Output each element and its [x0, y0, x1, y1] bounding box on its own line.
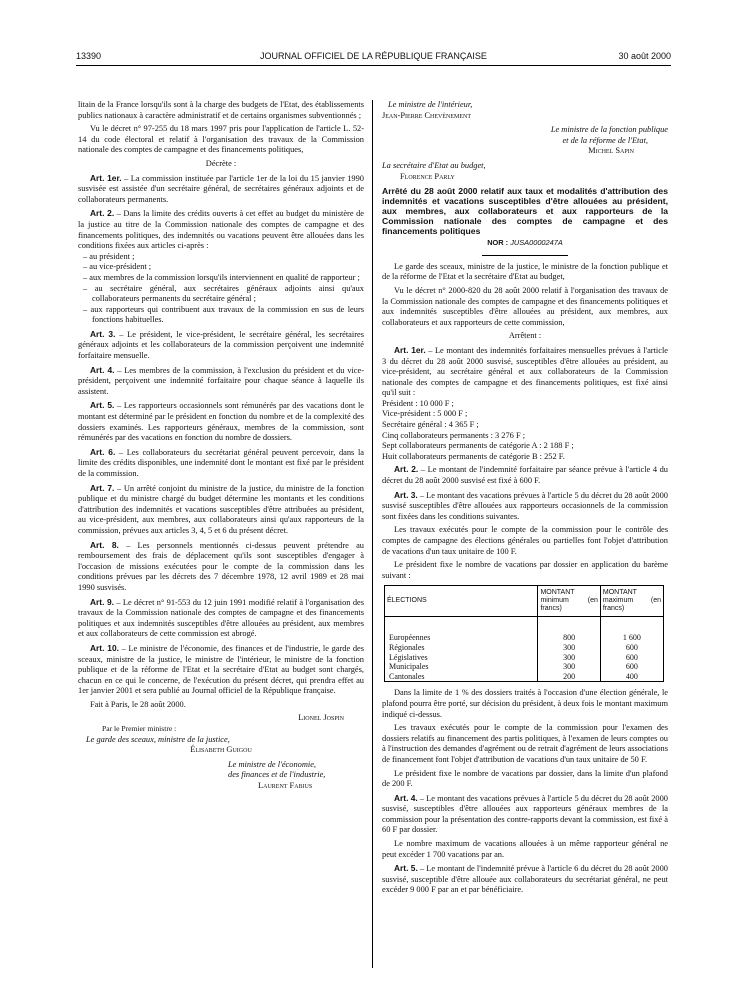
article-label: Art. 8.: [90, 539, 119, 550]
article-label: Art. 4.: [90, 364, 115, 375]
right-column: [382, 100, 668, 899]
vacations-table: [384, 585, 664, 682]
paragraph: Dans la limite de 1 % des dossiers traités à l'occasion d'une élection générale, le plafond pourra être porté, sur décision du président, à deux fois le montant maximum indiqué ci-dessus.: [382, 688, 668, 719]
article-10: [78, 643, 364, 697]
article-label: Art. 6.: [90, 446, 116, 457]
list-item: – aux rapporteurs qui contribuent aux travaux de la commission en sus de leurs fonctions habituelles.: [83, 304, 364, 325]
list-item: – au vice-président ;: [83, 262, 152, 272]
article-label: Art. 5.: [90, 400, 115, 411]
table-cell: 300: [538, 653, 600, 663]
paragraph: Les travaux exécutés pour le compte de la commission pour l'examen des dossiers relatifs au financement des partis politiques, à l'examen de leurs comptes ou à l'instruction des demandes d'agrément ou de retrait d'agrément de leurs associations de financement font l'objet d'attribution de vacations d'un taux unitaire de 50 F.: [382, 723, 668, 764]
article-text: – Les collaborateurs du secrétariat général peuvent percevoir, dans la limite des crédits disponibles, une indemnité dont le montant est fixé par le président de la commission.: [78, 447, 364, 478]
article-text: – Le décret n° 91-553 du 12 juin 1991 modifié relatif à l'organisation des travaux de la Commission nationale des comptes de campagne et des financements politiques et aux indemnités susceptibles d'être allouées au président, aux membres et aux collaborateurs de cette commission est abrogé.: [78, 597, 364, 639]
arrete-article-1: [382, 345, 668, 399]
list-item: Cinq collaborateurs permanents : 3 276 F ;: [382, 430, 526, 440]
table-cell: 300: [538, 662, 600, 672]
page-header: [76, 51, 671, 65]
eco-name: Laurent Fabius: [258, 781, 313, 791]
article-9: [78, 597, 364, 640]
article-text: – Le montant de l'indemnité prévue à l'article 6 du décret du 28 août 2000 susvisé, susceptible d'être allouée aux collaborateurs du secrétariat général, ne peut excéder 9 000 F par an et par bénéficiaire.: [382, 864, 668, 895]
article-1: [78, 173, 364, 206]
article-3: [78, 329, 364, 362]
table-cell: 1 600: [600, 633, 663, 643]
paragraph: Le président fixe le nombre de vacations par dossier en application du barème suivant :: [382, 560, 668, 580]
eco-title-2: des finances et de l'industrie,: [228, 770, 326, 780]
arrete-title: Arrêté du 28 août 2000 relatif aux taux et modalités d'attribution des indemnités et vacations susceptibles d'être allouées au président, aux membres, aux collaborateurs et aux rapporteurs de la Commission nationale des comptes de campagne et des financements politiques: [382, 186, 668, 237]
table-cell: Municipales: [385, 662, 538, 672]
article-5: [78, 400, 364, 443]
fp-name: Michel Sapin: [588, 146, 634, 156]
article-text: – Le montant des indemnités forfaitaires mensuelles prévues à l'article 3 du décret du 28 août 2000 susvisé, susceptibles d'être allouées au président, au vice-président, au secrétaire général et aux collaborateurs de la Commission nationale des comptes de campagne et des financements politiques, est fixé ainsi qu'il suit :: [382, 345, 668, 398]
article-text: – Dans la limite des crédits ouverts à cet effet au budget du ministère de la justice au titre de la Commission nationale des comptes de campagne et des financements politiques, des indemnités ou vacations peuvent être allouées dans les conditions fixées aux articles ci-après :: [78, 209, 364, 251]
article-text: – Un arrêté conjoint du ministre de la justice, du ministre de la fonction publique et du ministre chargé du budget détermine les montants et les conditions d'attribution des indemnités et vacations susceptibles d'être attribuées au président, au vice-président, aux membres, aux collaborateurs ainsi qu'aux rapporteurs de la commission, prévues aux articles 3, 4, 5 et 6 du présent décret.: [78, 483, 364, 535]
decrete-heading: Décrète :: [205, 158, 237, 168]
paragraph: Les travaux exécutés pour le compte de la commission pour le contrôle des comptes de campagne des élections générales ou partielles font l'objet d'attribution de vacations d'un taux unitaire de 100 F.: [382, 525, 668, 556]
paragraph: Le président fixe le nombre de vacations par dossier, dans la limite d'un plafond de 200 F.: [382, 768, 668, 789]
arretent-heading: Arrêtent :: [508, 331, 542, 341]
article-text: – Le président, le vice-président, le secrétaire général, les secrétaires généraux adjoints et les collaborateurs de la commission perçoivent une indemnité forfaitaire mensuelle.: [78, 329, 364, 361]
table-cell: 600: [600, 643, 663, 653]
fp-title-2: et de la réforme de l'Etat,: [562, 135, 648, 145]
table-header: MONTANT minimum (en francs): [538, 586, 600, 617]
left-column: [78, 100, 364, 792]
list-item: Sept collaborateurs permanents de catégorie A : 2 188 F ;: [382, 441, 574, 451]
garde-name: Élisabeth Guigou: [190, 745, 252, 755]
article-text: – Les rapporteurs occasionnels sont rémunérés par des vacations dont le montant est déterminé par le président en fonction du nombre et de la complexité des dossiers examinés. Les rapporteurs généraux, membres de la commission, sont rémunérés par des vacations en fonction du nombre de dossiers.: [78, 401, 364, 443]
title-rule: [482, 255, 568, 256]
list-item: – au président ;: [83, 251, 135, 261]
list-item: – au secrétaire général, aux secrétaires généraux adjoints ainsi qu'aux collaborateurs permanents du secrétaire général ;: [83, 283, 364, 304]
nor-value: JUSA0000247A: [510, 238, 563, 248]
article-label: Art. 2.: [90, 208, 115, 219]
article-text: – Les membres de la commission, à l'exclusion du président et du vice-président, perçoivent une indemnité forfaitaire pour chaque séance à laquelle ils assistent.: [78, 365, 364, 396]
table-cell: Législatives: [385, 653, 538, 663]
article-text: – Le ministre de l'économie, des finances et de l'industrie, le garde des sceaux, ministre de la justice, le ministre de l'intérieur, le ministre de la fonction publique et de la réforme de l'Etat et la secrétaire d'Etat au budget sont chargés, chacun en ce qui le concerne, de l'exécution du présent décret, qui prendra effet au 1er janvier 2001 et sera publié au Journal officiel de la République française.: [78, 643, 364, 696]
table-row: [385, 653, 664, 663]
paragraph: Vu le décret n° 2000-820 du 28 août 2000 relatif à l'organisation des travaux de la Commission nationale des comptes de campagne et des financements politiques et aux indemnités susceptibles d'être allouées au président, aux membres, aux collaborateurs et aux rapporteurs de cette commission,: [382, 285, 668, 327]
article-4: [78, 365, 364, 398]
budget-name: Florence Parly: [400, 171, 455, 181]
garde-title: Le garde des sceaux, ministre de la justice,: [86, 734, 230, 744]
header-rule: [76, 65, 671, 66]
par-le-premier-ministre: Par le Premier ministre :: [102, 724, 177, 734]
signature-jospin: Lionel Jospin: [298, 713, 344, 723]
table-row: [385, 633, 664, 643]
article-label: Art. 3.: [394, 489, 418, 500]
article-label: Art. 9.: [90, 596, 114, 607]
issue-date: 30 août 2000: [618, 51, 671, 61]
article-label: Art. 2.: [394, 464, 419, 475]
nor-label: NOR :: [487, 238, 509, 248]
list-item: Huit collaborateurs permanents de catégorie B : 252 F.: [382, 451, 565, 461]
article-label: Art. 1er.: [394, 344, 426, 355]
article-text: – Le montant des vacations prévues à l'article 5 du décret du 28 août 2000 susvisé, susceptibles d'être allouées aux rapporteurs généraux membres de la commission pour la présentation des contre-rapports devant la commission, est fixé à 60 F par dossier.: [382, 793, 668, 835]
article-8: [78, 540, 364, 594]
table-row: [385, 662, 664, 672]
table-cell: Cantonales: [385, 672, 538, 682]
interieur-name: Jean-Pierre Chevènement: [382, 110, 472, 120]
interieur-title: Le ministre de l'intérieur,: [388, 100, 473, 109]
article-text: – La commission instituée par l'article 1er de la loi du 15 janvier 1990 susvisée est assistée d'un secrétaire général, de secrétaires généraux adjoints et de collaborateurs permanents.: [78, 173, 364, 204]
article-text: – Le montant des vacations prévues à l'article 5 du décret du 28 août 2000 susvisé susceptibles d'être allouées aux rapporteurs occasionnels de la commission sont fixées dans les conditions suivantes.: [382, 490, 668, 521]
table-cell: 300: [538, 643, 600, 653]
journal-title: JOURNAL OFFICIEL DE LA RÉPUBLIQUE FRANÇAISE: [260, 51, 487, 61]
list-item: Président : 10 000 F ;: [382, 398, 454, 408]
table-header: ÉLECTIONS: [385, 586, 538, 617]
article-7: [78, 483, 364, 537]
table-cell: 600: [600, 662, 663, 672]
article-label: Art. 5.: [394, 863, 418, 874]
paragraph: Vu le décret n° 97-255 du 18 mars 1997 pris pour l'application de l'article L. 52-14 du code électoral et relatif à l'organisation des travaux de la Commission nationale des comptes de campagne et des financements politiques,: [78, 124, 364, 155]
arrete-article-5: [382, 863, 668, 896]
article-2: [78, 208, 364, 251]
article-label: Art. 7.: [90, 482, 115, 493]
table-row: [385, 643, 664, 653]
table-cell: 800: [538, 633, 600, 643]
budget-title: La secrétaire d'Etat au budget,: [382, 160, 486, 170]
list-item: – aux membres de la commission lorsqu'ils interviennent en qualité de rapporteur ;: [83, 272, 360, 282]
eco-title-1: Le ministre de l'économie,: [228, 759, 317, 769]
arrete-article-4: [382, 793, 668, 836]
paragraph: litain de la France lorsqu'ils sont à la charge des budgets de l'Etat, des établissements publics nationaux à caractère administratif et de certains organismes subventionnés ;: [78, 100, 364, 120]
nor-reference: [382, 238, 668, 249]
table-header: MONTANT maximum (en francs): [600, 586, 663, 617]
arrete-article-3: [382, 490, 668, 523]
table-cell: 200: [538, 672, 600, 682]
indemnity-list: [382, 399, 668, 463]
table-cell: Européennes: [385, 633, 538, 643]
paragraph: Le nombre maximum de vacations allouées à un même rapporteur général ne peut excéder 1 700 vacations par an.: [382, 839, 668, 859]
table-cell: Régionales: [385, 643, 538, 653]
fp-title-1: Le ministre de la fonction publique: [550, 125, 668, 135]
table-cell: 600: [600, 653, 663, 663]
article-label: Art. 3.: [90, 328, 116, 339]
article-label: Art. 1er.: [90, 172, 122, 183]
article-text: – Le montant de l'indemnité forfaitaire par séance prévue à l'article 4 du décret du 28 août 2000 susvisé est fixé à 600 F.: [382, 465, 668, 486]
article-2-list: [78, 252, 364, 326]
signature-date: Fait à Paris, le 28 août 2000.: [90, 699, 186, 709]
article-6: [78, 447, 364, 480]
article-label: Art. 4.: [394, 792, 418, 803]
table-row: [385, 672, 664, 682]
table-cell: 400: [600, 672, 663, 682]
article-label: Art. 10.: [90, 642, 119, 653]
paragraph: Le garde des sceaux, ministre de la justice, le ministre de la fonction publique et de la réforme de l'Etat et la secrétaire d'Etat au budget,: [382, 261, 668, 282]
article-text: – Les personnels mentionnés ci-dessus peuvent prétendre au remboursement des frais de déplacement qu'ils sont susceptibles d'engager à l'occasion de missions exécutées pour le compte de la commission dans les conditions prévues par les décrets des 7 décembre 1978, 12 avril 1989 et 28 mai 1990 susvisés.: [78, 540, 364, 592]
list-item: Vice-président : 5 000 F ;: [382, 409, 468, 419]
arrete-article-2: [382, 464, 668, 486]
column-divider: [372, 100, 373, 968]
page-number: 13390: [76, 51, 102, 61]
list-item: Secrétaire général : 4 365 F ;: [382, 420, 479, 430]
